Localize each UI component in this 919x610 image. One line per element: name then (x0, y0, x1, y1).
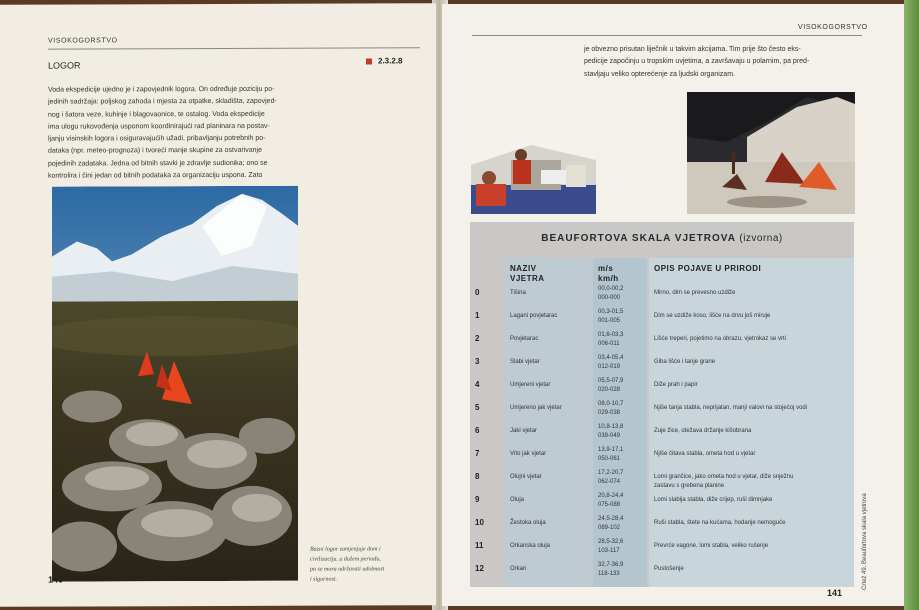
caption-line: civilizaciju. u dužem periodu, (310, 556, 381, 563)
speed-ms: 03,4-05,4 (598, 355, 624, 361)
row-number: 7 (475, 449, 480, 458)
speed-kmh: 001-005 (598, 318, 621, 324)
row-number: 8 (475, 472, 480, 481)
row-number: 4 (475, 380, 480, 389)
wind-description: Lišće treperi, pojetimo na obrazu, vjetrokaz se vrti (654, 336, 787, 342)
speed-ms: 13,9-17,1 (598, 447, 624, 453)
left-body-text (48, 84, 277, 183)
speed-kmh: 103-117 (598, 548, 620, 554)
snow-camp-photo (687, 92, 855, 214)
speed-kmh: 050-061 (598, 456, 621, 462)
page-number-right: 141 (827, 588, 843, 598)
wind-description: Diže prah i papir (654, 382, 698, 388)
wind-description: Njiše tanja stabla, neprijatan, manji valovi na stojećoj vodi (654, 405, 808, 411)
speed-ms: 01,6-03,3 (598, 332, 624, 338)
base-camp-photo (52, 186, 298, 582)
wind-description: Njiše čitava stabla, ometa hod u vjetar (654, 451, 756, 457)
running-head-left: VISOKOGORSTVO (48, 37, 118, 45)
desc-column-bg (649, 258, 854, 587)
text-line: stavljaju veliko opterećenje za ljudski organizam. (584, 70, 735, 78)
beaufort-table (470, 222, 854, 587)
table-title-suffix: (izvorna) (739, 233, 783, 244)
row-number: 1 (475, 311, 480, 320)
speed-ms: 24,5-28,4 (598, 516, 624, 522)
caption-line: pa se mora održavati udobnost (310, 566, 385, 573)
wind-name: Umjereni vjetar (510, 382, 551, 388)
wind-name: Povjetarac (510, 336, 539, 342)
row-number: 6 (475, 426, 480, 435)
caption-line: i sigurnost. (310, 576, 338, 583)
wind-name: Lagani povjetarac (510, 313, 558, 319)
running-head-right: VISOKOGORSTVO (798, 24, 868, 31)
row-number: 3 (475, 357, 480, 366)
speed-ms: 20,8-24,4 (598, 493, 624, 499)
text-line: dataka (npr. meteo-prognoza) i tvoreći manje skupine za ostvarivanje (48, 147, 262, 156)
speed-ms: 00,0-00,2 (598, 286, 624, 292)
header-name-line1: NAZIV (510, 264, 537, 273)
table-title-text: BEAUFORTOVA SKALA VJETROVA (541, 233, 736, 244)
row-number: 9 (475, 495, 480, 504)
row-number: 2 (475, 334, 480, 343)
speed-kmh: 118-133 (598, 571, 620, 577)
text-line: je obvezno prisutan liječnik u takvim akcijama. Tim prije što često eks- (584, 46, 801, 53)
row-number: 10 (475, 518, 484, 527)
row-number: 11 (475, 541, 484, 550)
wind-description: Prevrće vagone, lomi stabla, veliko rušenje (654, 543, 769, 549)
header-rule-left (48, 47, 420, 49)
wind-name: Jaki vjetar (510, 428, 538, 434)
text-line: pojedinih zadataka. Jedna od bitnih stavki je zdravlje sudionika; ono se (48, 159, 268, 168)
wind-name: Orkanska oluja (510, 543, 551, 549)
speed-ms: 17,2-20,7 (598, 470, 624, 476)
page-number-left: 140 (48, 574, 64, 585)
name-column-bg (505, 258, 591, 587)
text-line: kontrolira i čini jedan od bitnih podataka za organizaciju uspona. Zato (48, 171, 263, 180)
speed-ms: 32,7-36,9 (598, 562, 624, 568)
speed-ms: 08,0-10,7 (598, 401, 624, 407)
wind-description-cont: zastavu s grebena planine (654, 483, 725, 489)
header-desc: OPIS POJAVE U PRIRODI (654, 264, 762, 273)
header-speed-line2: km/h (598, 274, 619, 283)
text-line: ljanju visinskih logora i osiguravajućih užadi, pribavljanju potrebnih po- (48, 135, 266, 143)
wind-name: Žestoka oluja (510, 520, 546, 526)
text-line: ima ulogu rukovođenja usponom koordinirajući rad planinara na postav- (48, 122, 270, 131)
section-marker-icon (366, 58, 372, 64)
wind-description: Lomi slabija stabla, diže crijep, ruši dimnjake (654, 497, 773, 503)
text-line: pedicije započinju u tropskim uvjetima, a završavaju u polarnim, pa pred- (584, 58, 810, 66)
wind-description: Mirno, dim se prevesno uzdiže (654, 290, 736, 296)
row-number: 0 (475, 288, 480, 297)
speed-kmh: 089-102 (598, 525, 621, 531)
header-rule-right (472, 35, 862, 36)
speed-kmh: 075-088 (598, 502, 621, 508)
speed-kmh: 020-028 (598, 387, 621, 393)
photo-caption (310, 544, 394, 584)
header-speed-line1: m/s (598, 264, 614, 273)
speed-kmh: 062-074 (598, 479, 621, 485)
text-line: nog i šatora veze, kuhinje i blagovaonice, te ostalog. Voda ekspedicije (48, 110, 265, 119)
wind-name: Olujni vjetar (510, 474, 542, 480)
caption-line: Bazni logor zamjenjuje dom i (310, 546, 381, 553)
wind-description: Lomi grančice, jako ometa hod u vjetar, diže snježnu (654, 474, 794, 480)
wind-description: Ruši stabla, štete na kućama, hodanje nemoguće (654, 520, 786, 526)
speed-kmh: 029-038 (598, 410, 621, 416)
speed-kmh: 012-019 (598, 364, 621, 370)
wind-description: Pustošenje (654, 566, 684, 572)
right-body-text (584, 44, 809, 81)
speed-kmh: 039-049 (598, 433, 621, 439)
wind-name: Vrlo jak vjetar (510, 451, 547, 457)
row-number: 5 (475, 403, 480, 412)
text-line: Voda ekspedicije ujedno je i zapovjednik logora. On određuje poziciju po- (48, 85, 275, 94)
row-number: 12 (475, 564, 484, 573)
wind-description: Zuje žice, otežava držanje kišobrana (654, 428, 752, 434)
speed-kmh: 000-000 (598, 295, 621, 301)
left-page (0, 3, 436, 607)
speed-kmh: 006-011 (598, 341, 620, 347)
wind-name: Tišina (510, 290, 526, 296)
header-speed (598, 264, 619, 284)
header-name (510, 264, 545, 284)
speed-ms: 00,3-01,5 (598, 309, 624, 315)
header-name-line2: VJETRA (510, 274, 545, 283)
section-number: 2.3.2.8 (378, 56, 403, 66)
book-cover-edge (904, 0, 919, 610)
section-title: LOGOR (48, 60, 81, 71)
wind-description: Giba lišće i tanje grane (654, 359, 716, 365)
speed-ms: 10,8-13,8 (598, 424, 624, 430)
side-figure-caption: Crtež 49. Beaufortova skala vjetrova (862, 493, 868, 590)
wind-name: Orkan (510, 566, 527, 572)
wind-name: Umjereno jak vjetar (510, 405, 562, 411)
speed-ms: 05,5-07,9 (598, 378, 624, 384)
wind-name: Slabi vjetar (510, 359, 540, 365)
speed-ms: 28,5-32,6 (598, 539, 624, 545)
tent-interior-photo (471, 130, 596, 214)
table-title (470, 222, 854, 256)
wind-name: Oluja (510, 497, 525, 503)
wind-description: Dim se uzdiže koso, lišće na drvu još miruje (654, 313, 771, 319)
text-line: jedinih sadržaja: poljskog zahoda i mjesta za otpatke, skladišta, zapovjed- (48, 98, 277, 106)
